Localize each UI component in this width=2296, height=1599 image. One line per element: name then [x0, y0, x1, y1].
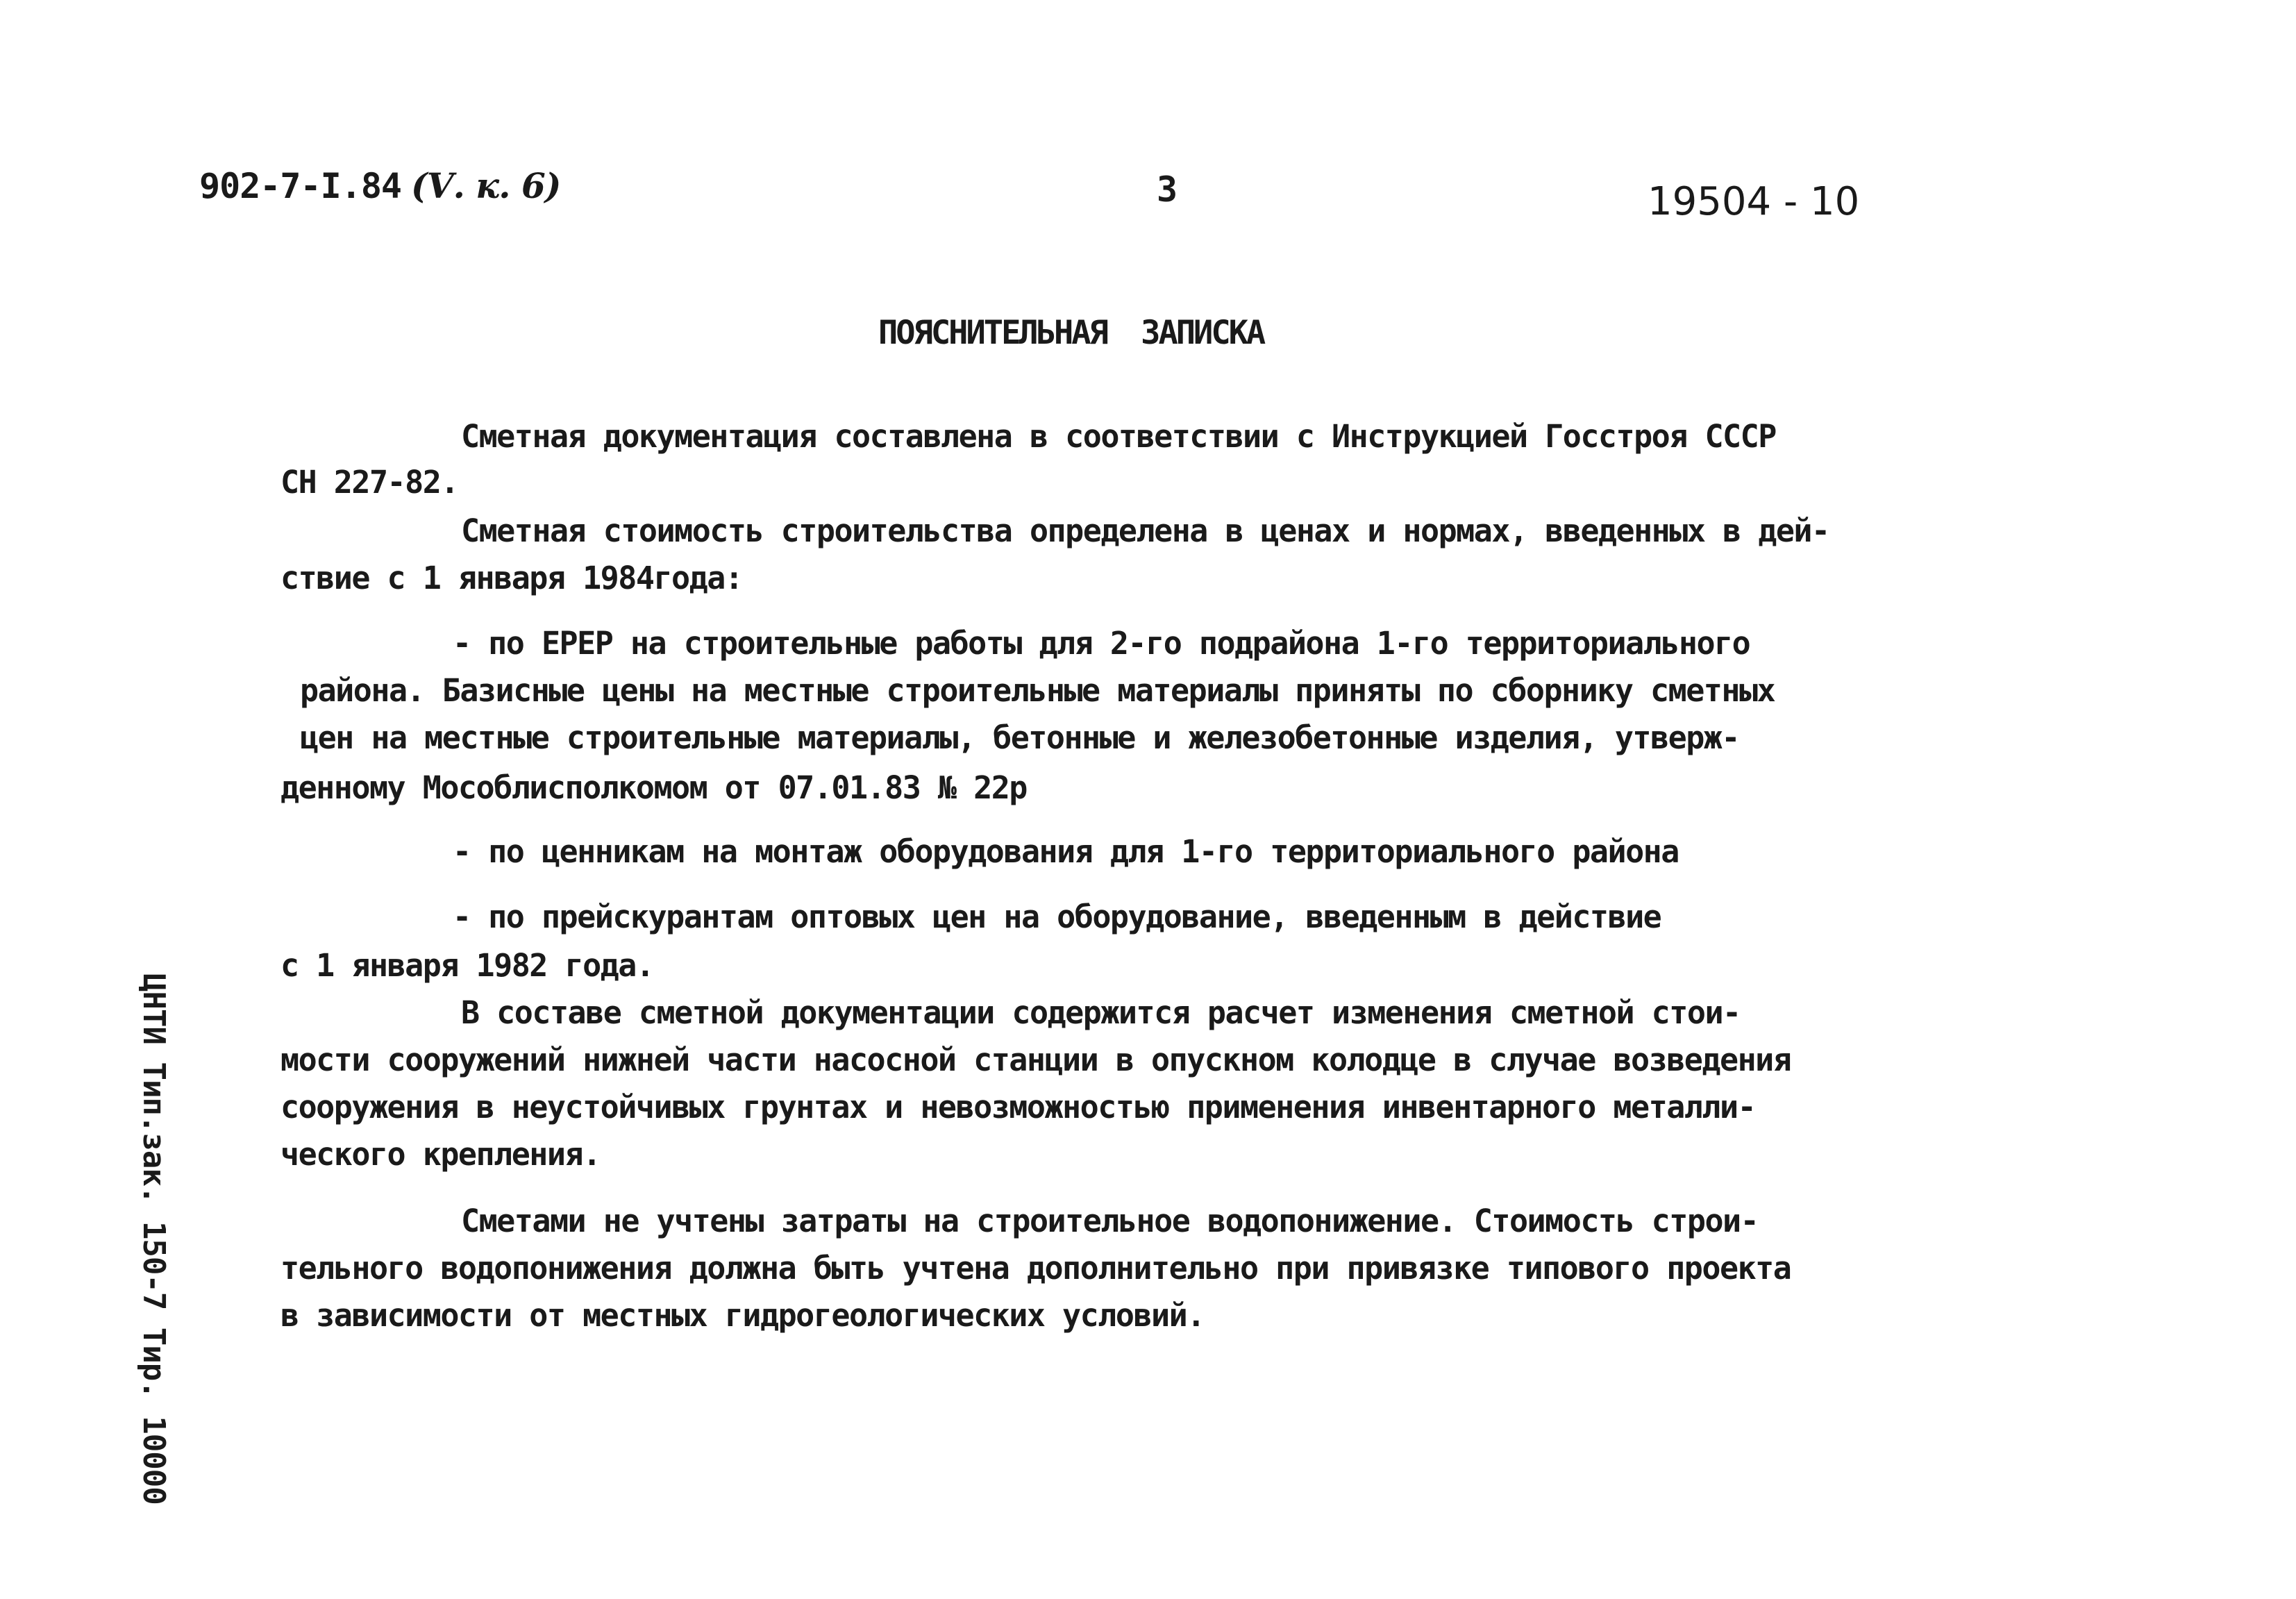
text-line: ствие с 1 января 1984года: [280, 560, 743, 596]
text-line: - по прейскурантам оптовых цен на оборудование, введенным в действие [453, 898, 1661, 935]
text-line: сооружения в неустойчивых грунтах и невозможностью применения инвентарного металли- [280, 1089, 1756, 1125]
print-stamp-text: ЦНТИ Тип.зак. 150-7 Тир. 10000 [136, 973, 171, 1505]
text-line: ческого крепления. [280, 1136, 601, 1173]
text-line: денному Мособлисполкомом от 07.01.83 № 22р [280, 769, 1027, 806]
handwritten-note: (Ⅴ. к. 6) [411, 165, 561, 206]
text-line: - по ЕРЕР на строительные работы для 2-го подрайона 1-го территориального [453, 625, 1750, 662]
document-code-text: 902-7-I.84 [199, 166, 402, 206]
text-line: - по ценникам на монтаж оборудования для 1-го территориального района [453, 833, 1679, 870]
text-line: тельного водопонижения должна быть учтена дополнительно при привязке типового проекта [280, 1250, 1791, 1287]
document-code [199, 165, 560, 206]
print-stamp [135, 973, 177, 1505]
page-number: 3 [1157, 169, 1178, 210]
page-title: ПОЯСНИТЕЛЬНАЯ ЗАПИСКА [878, 314, 1264, 352]
sheet-code: 19504 - 10 [1648, 179, 1860, 224]
text-line: СН 227-82. [280, 464, 458, 501]
text-line: Сметная стоимость строительства определена в ценах и нормах, введенных в дей- [461, 512, 1829, 549]
text-line: цен на местные строительные материалы, бетонные и железобетонные изделия, утверж- [300, 719, 1739, 756]
text-line: мости сооружений нижней части насосной станции в опускном колодце в случае возведения [280, 1041, 1791, 1078]
text-line: в зависимости от местных гидрогеологических условий. [280, 1297, 1205, 1334]
text-line: В составе сметной документации содержится расчет изменения сметной стои- [461, 994, 1741, 1031]
text-line: с 1 января 1982 года. [280, 947, 654, 984]
text-line: района. Базисные цены на местные строительные материалы приняты по сборнику сметных [300, 672, 1775, 709]
text-line: Сметная документация составлена в соответствии с Инструкцией Госстроя СССР [461, 418, 1776, 455]
text-line: Сметами не учтены затраты на строительное водопонижение. Стоимость строи- [461, 1203, 1759, 1239]
